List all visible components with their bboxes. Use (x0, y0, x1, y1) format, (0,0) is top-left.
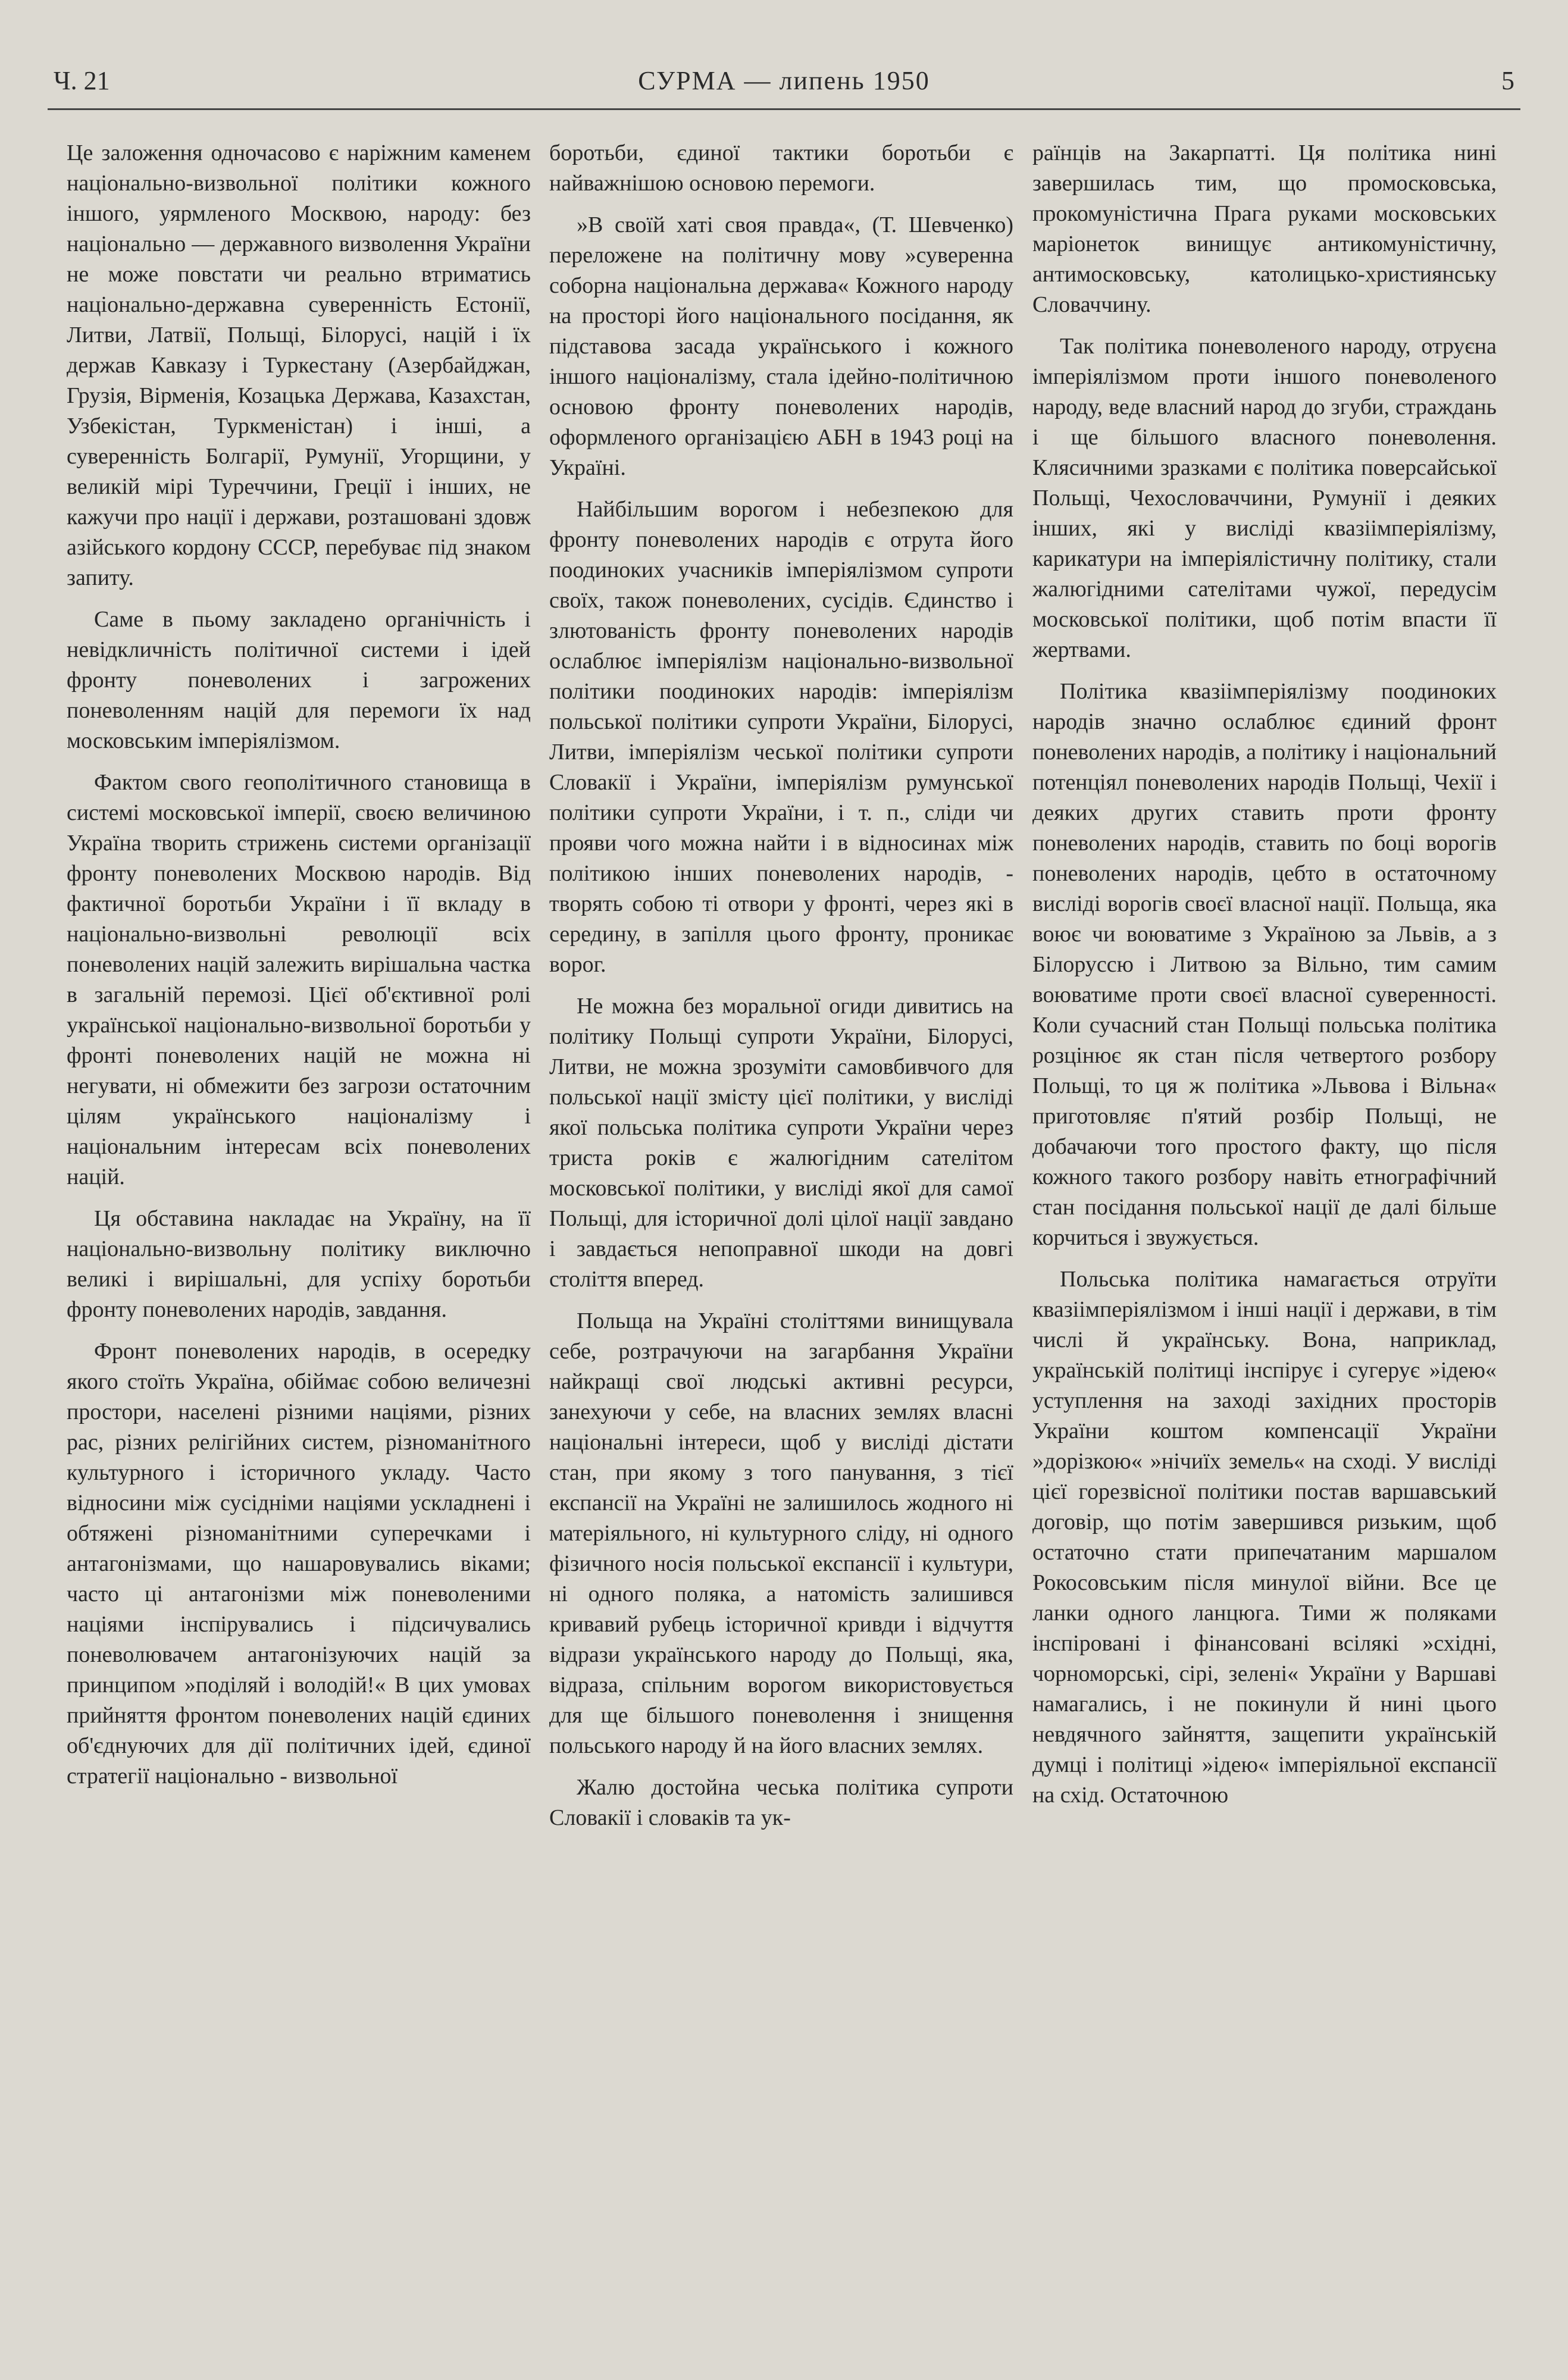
paragraph: Польська політика намагається отруїти квазіімперіялізмом і інші нації і держави, в тім числі й українську. Вона, наприклад, українській політиці інспірує і сугерує »ідею« уступлення на заході західних просторів України коштом компенсації України »дорізкою« »нічиїх земель« на сході. У висліді цієї горезвісної політики постав варшавський договір, що потім завершився ризьким, щоб остаточно стати припечатаним маршалом Рокосовським після минулої війни. Все це ланки одного ланцюга. Тими ж поляками інспіровані і фінансовані всілякі »східні, чорноморські, сірі, зелені« України у Варшаві намагались, і не покинули й нині цього невдячного зайняття, защепити українській думці і політиці »ідею« імперіяльної експансії на схід. Остаточною (1032, 1267, 1497, 1808)
paragraph: раїнців на Закарпатті. Ця політика нині завершилась тим, що промосковська, прокомуністична Прага руками московських маріонеток винищує антикомуністичну, антимосковську, католицько-християнську Словаччину. (1032, 140, 1497, 317)
paragraph: Жалю достойна чеська політика супроти Словакії і словаків та ук- (549, 1775, 1013, 1830)
paragraph: Так політика поневоленого народу, отруєна імперіялізмом проти іншого поневоленого народу, веде власний народ до згуби, страждань і ще більшого власного поневолення. Клясичними зразками є політика поверсайської Польщі, Чехословаччини, Румунії і деяких інших, які у висліді квазіімперіялізму, карикатури на імперіялістичну політику, стали жалюгідними сателітами чужої, передусім московської політики, щоб потім впасти її жертвами. (1032, 334, 1497, 662)
text-column-2 (549, 138, 1013, 2351)
paragraph: Польща на Україні століттями винищувала себе, розтрачуючи на загарбання України найкращі свої людські активні ресурси, занехуючи у себе, на власних землях власні національні інтереси, щоб у висліді дістати стан, при якому з того панування, з тієї експансії на Україні не залишилось жодного ні матеріяльного, ні культурного сліду, ні одного фізичного носія польської експансії і культури, ні одного поляка, а натомість залишився кривавий рубець історичної кривди і відчуття відрази українського народу до Польщі, яка, відраза, спільним ворогом використовується для ще більшого поневолення і знищення польського народу й на його власних землях. (549, 1308, 1013, 1758)
paragraph: Це заложення одночасово є наріжним каменем національно-визвольної політики кожного іншого, уярмленого Москвою, народу: без національно — державного визволення України не може повстати чи реально втриматись національно-державна суверенність Естонії, Литви, Латвії, Польщі, Білорусі, націй і їх держав Кавказу і Туркестану (Азербайджан, Грузія, Вірменія, Козацька Держава, Казахстан, Узбекістан, Туркменістан) і інші, а суверенність Болгарії, Румунії, Угорщини, у великій мірі Туреччини, Греції і інших, не кажучи про нації і держави, розташовані здовж азійського кордону СССР, перебуває під знаком запиту. (67, 140, 531, 590)
paragraph: боротьби, єдиної тактики боротьби є найважнішою основою перемоги. (549, 140, 1013, 196)
paragraph: Фронт поневолених народів, в осередку якого стоїть Україна, обіймає собою величезні простори, населені різними націями, різних рас, різних релігійних систем, різноманітного культурного і історичного укладу. Часто відносини між сусідніми націями ускладнені і обтяжені різноманітними суперечками і антагонізмами, що нашаровувались віками; часто ці антагонізми між поневоленими націями інспірувались і підсичувались поневолювачем антагонізуючих націй за принципом »поділяй і володій!« В цих умовах прийняття фронтом поневолених націй єдиних об'єднуючих для дії політичних ідей, єдиної стратегії національно - визвольної (67, 1339, 531, 1789)
masthead-title: СУРМА — липень 1950 (638, 66, 930, 95)
header-rule (48, 108, 1520, 110)
text-column-1 (67, 138, 531, 2351)
paragraph: Найбільшим ворогом і небезпекою для фронту поневолених народів є отрута його поодиноких учасників імперіялізмом супроти своїх, також поневолених, сусідів. Єдинство і злютованість фронту поневолених народів ослаблює імперіялізм національно-визвольної політики поодиноких народів: імперіялізм польської політики супроти України, Білорусі, Литви, імперіялізм чеської політики супроти Словакії і України, імперіялізм румунської політики супроти України, і т. п., сліди чи прояви чого можна найти і в відносинах між політикою інших поневолених народів, - творять собою ті отвори у фронті, через які в середину, в запілля цього фронту, проникає ворог. (549, 497, 1013, 977)
paragraph: »В своїй хаті своя правда«, (Т. Шевченко) переложене на політичну мову »суверенна соборна національна держава« Кожного народу на просторі його національного посідання, як підставова засада українського і кожного іншого націоналізму, стала ідейно-політичною основою фронту поневолених народів, оформленого організацією АБН в 1943 році на Україні. (549, 212, 1013, 480)
paragraph: Не можна без моральної огиди дивитись на політику Польщі супроти України, Білорусі, Литви, не можна зрозуміти самовбивчого для польської нації змісту цієї політики, у висліді якої польська політика супроти України через триста років є жалюгідним сателітом московської політики, у висліді якої для самої Польщі, для історичної долі цілої нації завдано і завдається непоправної шкоди на довгі століття вперед. (549, 994, 1013, 1292)
text-column-3 (1032, 138, 1497, 2351)
page-header (42, 65, 1526, 107)
issue-number: Ч. 21 (54, 66, 110, 95)
page-number: 5 (1501, 66, 1514, 95)
paragraph: Ця обставина накладає на Україну, на її національно-визвольну політику виключно великі і вирішальні, для успіху боротьби фронту поневолених народів, завдання. (67, 1206, 531, 1322)
paragraph: Фактом свого геополітичного становища в системі московської імперії, своєю величиною Україна творить стрижень системи організації фронту поневолених Москвою народів. Від фактичної боротьби України і її вкладу в національно-визвольні революції всіх поневолених націй залежить вирішальна частка в загальній перемозі. Цієї об'єктивної ролі української національно-визвольної боротьби у фронті поневолених націй не можна ні негувати, ні обмежити без загрози остаточним цілям українського націоналізму і національним інтересам всіх поневолених націй. (67, 770, 531, 1189)
paragraph: Політика квазіімперіялізму поодиноких народів значно ослаблює єдиний фронт поневолених народів, а політику і національний потенціял поневолених народів Польщі, Чехії і деяких других ставить проти фронту поневолених народів, ставить по боці ворогів поневолених народів, цебто в остаточному висліді ворогів своєї власної нації. Польща, яка воює чи воюватиме з Україною за Львів, а з Білоруссю і Литвою за Вільно, тим самим воюватиме проти своєї власної суверенності. Коли сучасний стан Польщі польська політика розцінює як стан після четвертого розбору Польщі, то ця ж політика »Львова і Вільна« приготовляє п'ятий розбір Польщі, не добачаючи того простого факту, що після кожного такого розбору навіть етнографічний стан посідання польської нації де далі більше корчиться і звужується. (1032, 679, 1497, 1250)
paragraph: Саме в пьому закладено органічність і невідкличність політичної системи і ідей фронту поневолених і загрожених поневоленням націй для перемоги їх над московським імперіялізмом. (67, 607, 531, 753)
